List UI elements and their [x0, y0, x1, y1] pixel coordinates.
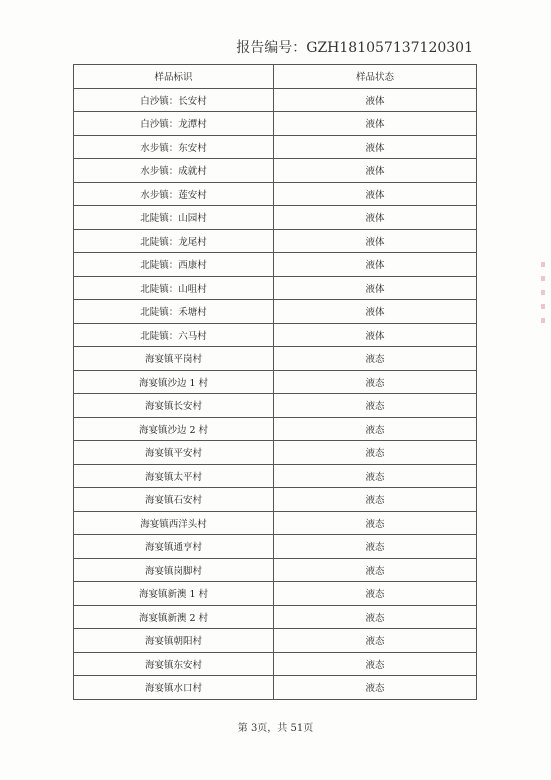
table-row — [74, 323, 477, 347]
sample-id-cell: 海宴镇新澳 2 村 — [74, 605, 274, 629]
sample-id-cell: 海宴镇太平村 — [74, 464, 274, 488]
sample-id-cell: 海宴镇新澳 1 村 — [74, 582, 274, 606]
sample-id-cell: 海宴镇平岗村 — [74, 347, 274, 371]
sample-table-body — [74, 88, 477, 699]
table-row — [74, 652, 477, 676]
stamp-mark — [541, 262, 545, 267]
sample-id-cell: 水步镇：成就村 — [74, 159, 274, 183]
sample-state-cell: 液体 — [274, 276, 477, 300]
sample-state-cell: 液体 — [274, 88, 477, 112]
table-row — [74, 88, 477, 112]
table-row — [74, 112, 477, 136]
sample-id-cell: 水步镇：莲安村 — [74, 182, 274, 206]
sample-id-cell: 海宴镇平安村 — [74, 441, 274, 465]
sample-state-cell: 液态 — [274, 488, 477, 512]
table-row — [74, 558, 477, 582]
table-row — [74, 135, 477, 159]
sample-id-cell: 北陡镇：龙尾村 — [74, 229, 274, 253]
sample-id-cell: 海宴镇岗脚村 — [74, 558, 274, 582]
sample-id-cell: 海宴镇通亨村 — [74, 535, 274, 559]
sample-id-cell: 北陡镇：六马村 — [74, 323, 274, 347]
sample-id-cell: 海宴镇朝阳村 — [74, 629, 274, 653]
table-row — [74, 582, 477, 606]
sample-state-cell: 液态 — [274, 676, 477, 700]
sample-state-cell: 液态 — [274, 417, 477, 441]
table-row — [74, 417, 477, 441]
sample-state-cell: 液体 — [274, 323, 477, 347]
report-number: 报告编号：GZH181057137120301 — [236, 40, 473, 56]
sample-state-cell: 液体 — [274, 182, 477, 206]
sample-state-cell: 液态 — [274, 370, 477, 394]
table-row — [74, 276, 477, 300]
sample-id-cell: 海宴镇西洋头村 — [74, 511, 274, 535]
table-row — [74, 676, 477, 700]
sample-state-cell: 液态 — [274, 394, 477, 418]
table-row — [74, 300, 477, 324]
stamp-mark — [541, 304, 545, 309]
table-row — [74, 370, 477, 394]
sample-id-cell: 北陡镇：山园村 — [74, 206, 274, 230]
sample-state-cell: 液体 — [274, 300, 477, 324]
edge-stamp-marks — [539, 262, 547, 334]
table-row — [74, 159, 477, 183]
sample-id-cell: 北陡镇：西康村 — [74, 253, 274, 277]
sample-state-cell: 液态 — [274, 535, 477, 559]
sample-id-cell: 海宴镇东安村 — [74, 652, 274, 676]
table-row — [74, 464, 477, 488]
sample-state-cell: 液体 — [274, 135, 477, 159]
sample-table — [73, 64, 477, 700]
sample-state-cell: 液态 — [274, 652, 477, 676]
stamp-mark — [541, 318, 545, 323]
sample-state-cell: 液态 — [274, 629, 477, 653]
sample-state-cell: 液态 — [274, 441, 477, 465]
sample-state-cell: 液态 — [274, 582, 477, 606]
column-header-sample-id: 样品标识 — [74, 65, 274, 89]
sample-id-cell: 北陡镇：禾塘村 — [74, 300, 274, 324]
table-row — [74, 488, 477, 512]
page-footer: 第 3页，共 51页 — [237, 723, 314, 734]
sample-id-cell: 海宴镇水口村 — [74, 676, 274, 700]
sample-id-cell: 白沙镇：长安村 — [74, 88, 274, 112]
sample-id-cell: 海宴镇石安村 — [74, 488, 274, 512]
table-row — [74, 229, 477, 253]
sample-id-cell: 白沙镇：龙潭村 — [74, 112, 274, 136]
table-row — [74, 394, 477, 418]
column-header-sample-state: 样品状态 — [274, 65, 477, 89]
sample-id-cell: 海宴镇沙边 2 村 — [74, 417, 274, 441]
sample-state-cell: 液态 — [274, 605, 477, 629]
sample-id-cell: 北陡镇：山咀村 — [74, 276, 274, 300]
sample-state-cell: 液体 — [274, 229, 477, 253]
stamp-mark — [541, 276, 545, 281]
table-row — [74, 605, 477, 629]
sample-state-cell: 液态 — [274, 464, 477, 488]
table-row — [74, 535, 477, 559]
sample-id-cell: 海宴镇长安村 — [74, 394, 274, 418]
table-row — [74, 253, 477, 277]
table-row — [74, 206, 477, 230]
sample-id-cell: 海宴镇沙边 1 村 — [74, 370, 274, 394]
stamp-mark — [541, 290, 545, 295]
table-row — [74, 629, 477, 653]
sample-id-cell: 水步镇：东安村 — [74, 135, 274, 159]
sample-state-cell: 液体 — [274, 159, 477, 183]
table-row — [74, 511, 477, 535]
sample-state-cell: 液态 — [274, 511, 477, 535]
sample-state-cell: 液体 — [274, 253, 477, 277]
table-row — [74, 347, 477, 371]
sample-state-cell: 液体 — [274, 206, 477, 230]
sample-state-cell: 液体 — [274, 112, 477, 136]
table-row — [74, 182, 477, 206]
sample-state-cell: 液态 — [274, 347, 477, 371]
table-header-row — [74, 65, 477, 89]
table-row — [74, 441, 477, 465]
sample-state-cell: 液态 — [274, 558, 477, 582]
